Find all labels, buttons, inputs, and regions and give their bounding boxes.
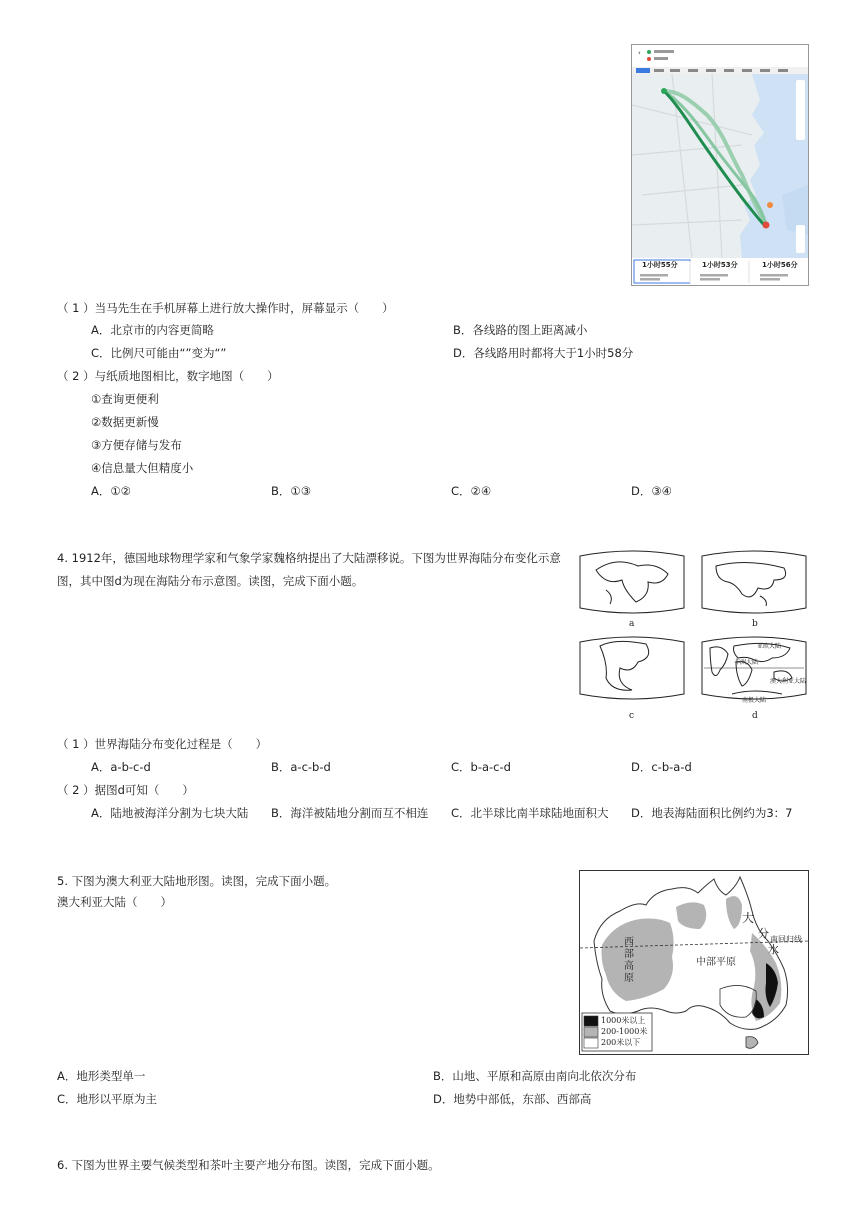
legend-high: 1000米以上 (601, 1016, 646, 1025)
q4-sub1-option-d[interactable]: D．c-b-a-d (631, 760, 692, 774)
q4-sub2-option-c[interactable]: C．北半球比南半球陆地面积大 (451, 806, 609, 820)
q5-option-b[interactable]: B．山地、平原和高原由南向北依次分布 (433, 1069, 637, 1083)
label-western-plateau-2: 部 (624, 949, 634, 960)
q3-sub2-option-d[interactable]: D．③④ (631, 484, 672, 498)
q3-sub1-option-a[interactable]: A．北京市的内容更简略 (91, 323, 214, 337)
route-time-3[interactable]: 1小时56分 (762, 261, 798, 269)
label-great-dividing-1: 大 (742, 911, 755, 925)
q4-sub2-stem: （ 2 ）据图d可知（ ） (57, 783, 194, 797)
q3-sub2-item-2: ②数据更新慢 (91, 415, 159, 429)
continent-antarctica: 南极大陆 (742, 697, 767, 704)
q3-sub2-option-c[interactable]: C．②④ (451, 484, 492, 498)
legend-mid: 200-1000米 (601, 1027, 648, 1036)
continent-australia: 澳大利亚大陆 (770, 678, 807, 685)
label-tropic: 南回归线 (770, 935, 802, 944)
q3-sub1-option-b[interactable]: B．各线路的图上距离减小 (453, 323, 588, 337)
q5-intro: 5. 下图为澳大利亚大陆地形图。读图，完成下面小题。 (57, 874, 337, 888)
map-label-a: a (629, 619, 635, 629)
label-western-plateau-3: 高 (624, 961, 634, 972)
q5-stem: 澳大利亚大陆（ ） (57, 895, 172, 909)
label-great-dividing-3: 水 (768, 943, 779, 956)
q4-sub1-stem: （ 1 ）世界海陆分布变化过程是（ ） (57, 737, 268, 751)
route-time-1[interactable]: 1小时55分 (642, 261, 678, 269)
q3-sub1-stem: （ 1 ）当马先生在手机屏幕上进行放大操作时，屏幕显示（ ） (57, 301, 394, 315)
map-label-c: c (629, 711, 635, 721)
route-time-2[interactable]: 1小时53分 (702, 261, 738, 269)
q3-sub2-option-b[interactable]: B．①③ (271, 484, 312, 498)
q3-sub2-stem: （ 2 ）与纸质地图相比，数字地图（ ） (57, 369, 279, 383)
q3-sub2-item-1: ①查询更便利 (91, 392, 159, 406)
q3-sub2-item-4: ④信息量大但精度小 (91, 461, 194, 475)
q5-option-d[interactable]: D．地势中部低，东部、西部高 (433, 1092, 592, 1106)
label-western-plateau-1: 西 (624, 937, 634, 948)
continent-africa: 非洲大陆 (734, 659, 759, 666)
svg-text:‹: ‹ (638, 49, 641, 57)
q4-sub2-option-a[interactable]: A．陆地被海洋分割为七块大陆 (91, 806, 249, 820)
australia-terrain-map (579, 870, 809, 1055)
q3-sub1-option-d[interactable]: D．各线路用时都将大于1小时58分 (453, 346, 634, 360)
q4-intro-line1: 4. 1912年，德国地球物理学家和气象学家魏格纳提出了大陆漂移说。下图为世界海陆分布变化示意 (57, 551, 561, 565)
q4-sub2-option-d[interactable]: D．地表海陆面积比例约为3：7 (631, 806, 793, 820)
q6-intro: 6. 下图为世界主要气候类型和茶叶主要产地分布图。读图，完成下面小题。 (57, 1158, 440, 1172)
phone-map-screenshot (631, 44, 809, 286)
q4-sub2-option-b[interactable]: B．海洋被陆地分割而互不相连 (271, 806, 429, 820)
label-western-plateau-4: 原 (624, 973, 634, 984)
q4-sub1-option-a[interactable]: A．a-b-c-d (91, 760, 151, 774)
continent-eurasia: 亚欧大陆 (757, 643, 782, 650)
q4-sub1-option-b[interactable]: B．a-c-b-d (271, 760, 331, 774)
q4-intro-line2: 图，其中图d为现在海陆分布示意图。读图，完成下面小题。 (57, 574, 364, 588)
q3-sub2-option-a[interactable]: A．①② (91, 484, 131, 498)
q5-option-a[interactable]: A．地形类型单一 (57, 1069, 146, 1083)
q5-option-c[interactable]: C．地形以平原为主 (57, 1092, 158, 1106)
continental-drift-figure (576, 546, 810, 724)
q4-sub1-option-c[interactable]: C．b-a-c-d (451, 760, 511, 774)
label-great-dividing-2: 分 (758, 927, 769, 940)
q3-sub2-item-3: ③方便存储与发布 (91, 438, 182, 452)
legend-low: 200米以下 (601, 1038, 641, 1047)
drift-maps-image (576, 546, 810, 724)
map-label-d: d (752, 711, 758, 721)
label-central-plain: 中部平原 (696, 957, 736, 968)
map-label-b: b (752, 619, 758, 629)
route-map-image (632, 45, 808, 285)
q3-sub1-option-c[interactable]: C．比例尺可能由“”变为“” (91, 346, 227, 360)
